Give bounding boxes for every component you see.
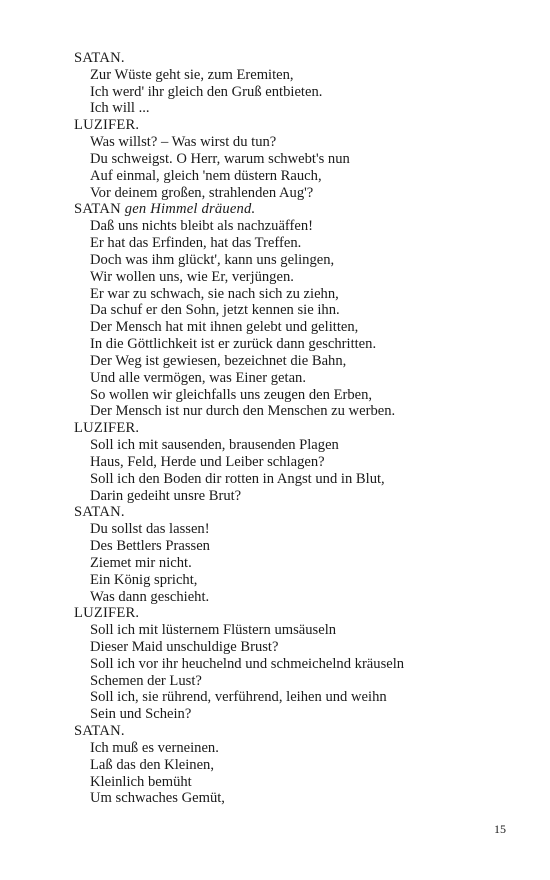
verse-text: Wir wollen uns, wie Er, verjüngen.	[90, 268, 294, 285]
speaker-label: LUZIFER.	[74, 420, 140, 437]
verse-line	[74, 269, 514, 286]
speaker-name	[74, 420, 514, 437]
verse-text: Was dann geschieht.	[90, 588, 210, 605]
verse-text: So wollen wir gleichfalls uns zeugen den Erben,	[90, 386, 373, 403]
verse-line	[74, 252, 514, 269]
verse-text: Soll ich mit sausenden, brausenden Plagen	[90, 437, 339, 454]
verse-line	[74, 689, 514, 706]
verse-text: Und alle vermögen, was Einer getan.	[90, 369, 306, 386]
verse-line	[74, 168, 514, 185]
speaker-label: LUZIFER.	[74, 117, 140, 134]
verse-text: Daß uns nichts bleibt als nachzuäffen!	[90, 218, 314, 235]
verse-text: Da schuf er den Sohn, jetzt kennen sie ihn.	[90, 302, 340, 319]
verse-text: Ich muß es verneinen.	[90, 739, 219, 756]
verse-text: Du schweigst. O Herr, warum schwebt's nun	[90, 150, 350, 167]
speaker-name	[74, 504, 514, 521]
page-number: 15	[494, 822, 506, 836]
verse-text: Ich will ...	[90, 100, 150, 117]
verse-text: Um schwaches Gemüt,	[90, 790, 225, 807]
speaker-name	[74, 117, 514, 134]
verse-line	[74, 488, 514, 505]
verse-text: Was willst? – Was wirst du tun?	[90, 134, 277, 151]
verse-line	[74, 673, 514, 690]
verse-text: Ziemet mir nicht.	[90, 554, 192, 571]
stage-direction: gen Himmel dräuend.	[124, 201, 256, 218]
verse-text: Soll ich, sie rührend, verführend, leihen und weihn	[90, 689, 387, 706]
verse-text: Doch was ihm glückt', kann uns gelingen,	[90, 251, 335, 268]
speaker-label: LUZIFER.	[74, 605, 140, 622]
verse-text: Darin gedeiht unsre Brut?	[90, 487, 242, 504]
verse-text: Sein und Schein?	[90, 706, 192, 723]
verse-text: Des Bettlers Prassen	[90, 538, 210, 555]
verse-line	[74, 319, 514, 336]
verse-line	[74, 437, 514, 454]
verse-line	[74, 235, 514, 252]
verse-line	[74, 471, 514, 488]
play-text	[74, 50, 514, 807]
verse-text: Er hat das Erfinden, hat das Treffen.	[90, 235, 302, 252]
verse-line	[74, 538, 514, 555]
verse-line	[74, 740, 514, 757]
verse-text: Ich werd' ihr gleich den Gruß entbieten.	[90, 83, 323, 100]
verse-line	[74, 370, 514, 387]
verse-line	[74, 286, 514, 303]
speaker-name	[74, 201, 514, 218]
verse-line	[74, 589, 514, 606]
verse-line	[74, 454, 514, 471]
verse-line	[74, 656, 514, 673]
verse-text: Der Mensch hat mit ihnen gelebt und gelitten,	[90, 319, 359, 336]
verse-line	[74, 572, 514, 589]
speaker-label: SATAN.	[74, 504, 125, 521]
verse-line	[74, 774, 514, 791]
speaker-name	[74, 50, 514, 67]
verse-text: Auf einmal, gleich 'nem düstern Rauch,	[90, 167, 322, 184]
verse-line	[74, 790, 514, 807]
verse-line	[74, 185, 514, 202]
verse-line	[74, 555, 514, 572]
verse-text: Der Mensch ist nur durch den Menschen zu werben.	[90, 403, 396, 420]
verse-text: Kleinlich bemüht	[90, 773, 192, 790]
speaker-label: SATAN.	[74, 50, 125, 66]
verse-line	[74, 757, 514, 774]
verse-line	[74, 218, 514, 235]
verse-line	[74, 387, 514, 404]
verse-text: Haus, Feld, Herde und Leiber schlagen?	[90, 453, 325, 470]
verse-text: Der Weg ist gewiesen, bezeichnet die Bahn,	[90, 352, 347, 369]
verse-text: Soll ich mit lüsternem Flüstern umsäuseln	[90, 622, 337, 639]
speaker-label: SATAN	[74, 201, 121, 218]
verse-text: Er war zu schwach, sie nach sich zu ziehn,	[90, 285, 339, 302]
verse-text: Schemen der Lust?	[90, 672, 202, 689]
verse-text: Laß das den Kleinen,	[90, 756, 215, 773]
verse-line	[74, 403, 514, 420]
verse-line	[74, 67, 514, 84]
verse-line	[74, 84, 514, 101]
verse-text: Du sollst das lassen!	[90, 521, 210, 538]
verse-text: Soll ich den Boden dir rotten in Angst und in Blut,	[90, 470, 385, 487]
verse-text: Zur Wüste geht sie, zum Eremiten,	[90, 66, 294, 83]
verse-line	[74, 353, 514, 370]
verse-line	[74, 302, 514, 319]
verse-line	[74, 622, 514, 639]
verse-text: Dieser Maid unschuldige Brust?	[90, 638, 279, 655]
verse-line	[74, 134, 514, 151]
verse-line	[74, 639, 514, 656]
verse-text: Vor deinem großen, strahlenden Aug'?	[90, 184, 314, 201]
speaker-name	[74, 723, 514, 740]
verse-line	[74, 100, 514, 117]
speaker-name	[74, 605, 514, 622]
speaker-label: SATAN.	[74, 723, 125, 740]
verse-line	[74, 521, 514, 538]
verse-text: Soll ich vor ihr heuchelnd und schmeichelnd kräuseln	[90, 655, 405, 672]
verse-line	[74, 706, 514, 723]
verse-line	[74, 336, 514, 353]
verse-text: In die Göttlichkeit ist er zurück dann geschritten.	[90, 336, 377, 353]
verse-text: Ein König spricht,	[90, 571, 198, 588]
verse-line	[74, 151, 514, 168]
